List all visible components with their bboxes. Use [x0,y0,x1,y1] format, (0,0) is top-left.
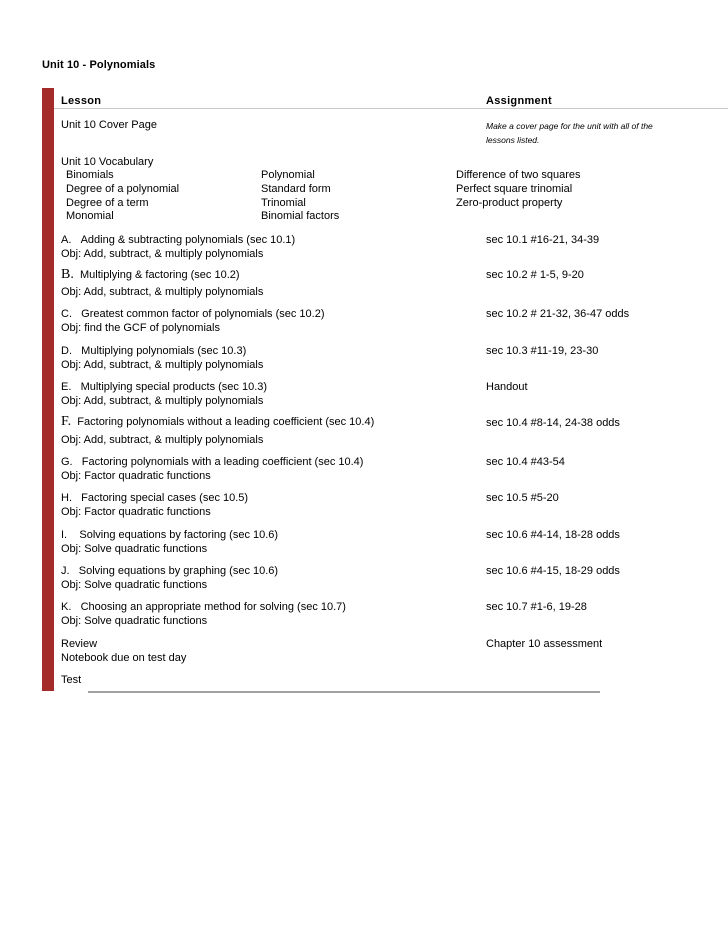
vocab-term: Degree of a term [66,197,149,209]
vocab-term: Polynomial [261,169,315,181]
lesson-letter: K. [61,601,72,613]
bottom-rule [88,691,600,693]
lesson-text: Solving equations by factoring (sec 10.6) [79,529,279,541]
lesson-text: Multiplying & factoring (sec 10.2) [79,269,240,281]
lesson-row [61,344,246,358]
lesson-row [61,233,295,247]
cover-assignment-line1: Make a cover page for the unit with all of the [486,121,653,131]
lesson-row [61,307,325,321]
lesson-objective: Obj: Add, subtract, & multiply polynomials [61,286,264,298]
lesson-assignment: Handout [486,381,528,393]
lesson-assignment: sec 10.6 #4-14, 18-28 odds [486,529,620,541]
header-rule [54,108,728,109]
lesson-letter: A. [61,234,72,246]
vocab-term: Binomials [66,169,114,181]
test-label: Test [61,674,82,686]
lesson-row [61,268,240,282]
lesson-assignment: sec 10.4 #8-14, 24-38 odds [486,417,620,429]
cover-lesson: Unit 10 Cover Page [61,119,157,131]
lesson-text: Solving equations by graphing (sec 10.6) [78,565,279,577]
lesson-assignment: sec 10.3 #11-19, 23-30 [486,345,599,357]
lesson-assignment: sec 10.4 #43-54 [486,456,565,468]
vocab-term: Zero-product property [456,197,563,209]
lesson-objective: Obj: Solve quadratic functions [61,579,208,591]
vocab-term: Degree of a polynomial [66,183,180,195]
lesson-text: Multiplying polynomials (sec 10.3) [81,345,247,357]
page-title: Unit 10 - Polynomials [42,59,156,71]
lesson-letter: B. [61,267,74,282]
lesson-letter: H. [61,492,72,504]
lesson-row [61,528,278,542]
lesson-letter: J. [61,565,70,577]
vocabulary-title: Unit 10 Vocabulary [61,156,154,168]
lesson-text: Greatest common factor of polynomials (sec 10.2) [81,308,325,320]
lesson-text: Choosing an appropriate method for solving (sec 10.7) [80,601,346,613]
lesson-text: Factoring polynomials with a leading coefficient (sec 10.4) [81,456,364,468]
lesson-letter: D. [61,345,72,357]
vocab-term: Difference of two squares [456,169,581,181]
lesson-objective: Obj: Solve quadratic functions [61,543,208,555]
lesson-letter: I. [61,529,68,541]
lesson-objective: Obj: Factor quadratic functions [61,506,211,518]
review-label: Review [61,638,98,650]
lesson-text: Factoring polynomials without a leading coefficient (sec 10.4) [77,416,375,428]
lesson-text: Factoring special cases (sec 10.5) [81,492,249,504]
lesson-row [61,415,374,429]
vocab-term: Monomial [66,210,114,222]
vocab-term: Perfect square trinomial [456,183,573,195]
lesson-assignment: sec 10.1 #16-21, 34-39 [486,234,600,246]
lesson-assignment: sec 10.7 #1-6, 19-28 [486,601,587,613]
lesson-letter: E. [61,381,72,393]
vocab-term: Standard form [261,183,331,195]
vocab-term: Trinomial [261,197,306,209]
lesson-row [61,380,267,394]
lesson-text: Adding & subtracting polynomials (sec 10.1) [80,234,296,246]
lesson-row [61,564,278,578]
lesson-objective: Obj: find the GCF of polynomials [61,322,220,334]
lesson-assignment: sec 10.6 #4-15, 18-29 odds [486,565,620,577]
lesson-assignment: sec 10.5 #5-20 [486,492,559,504]
lesson-objective: Obj: Add, subtract, & multiply polynomials [61,395,264,407]
lesson-letter: C. [61,308,72,320]
lesson-objective: Obj: Add, subtract, & multiply polynomials [61,434,264,446]
accent-bar [42,88,54,691]
lesson-letter: G. [61,456,73,468]
lesson-header: Lesson [61,95,102,107]
lesson-objective: Obj: Add, subtract, & multiply polynomials [61,248,264,260]
lesson-row [61,491,248,505]
lesson-objective: Obj: Factor quadratic functions [61,470,211,482]
vocab-term: Binomial factors [261,210,340,222]
lesson-row [61,600,346,614]
lesson-objective: Obj: Add, subtract, & multiply polynomials [61,359,264,371]
cover-assignment-line2: lessons listed. [486,135,540,145]
lesson-assignment: sec 10.2 # 21-32, 36-47 odds [486,308,630,320]
lesson-row [61,455,363,469]
lesson-assignment: sec 10.2 # 1-5, 9-20 [486,269,584,281]
review-note: Notebook due on test day [61,652,187,664]
assignment-header: Assignment [486,95,552,107]
lesson-text: Multiplying special products (sec 10.3) [80,381,268,393]
lesson-objective: Obj: Solve quadratic functions [61,615,208,627]
lesson-letter: F. [61,414,72,429]
review-assignment: Chapter 10 assessment [486,638,603,650]
